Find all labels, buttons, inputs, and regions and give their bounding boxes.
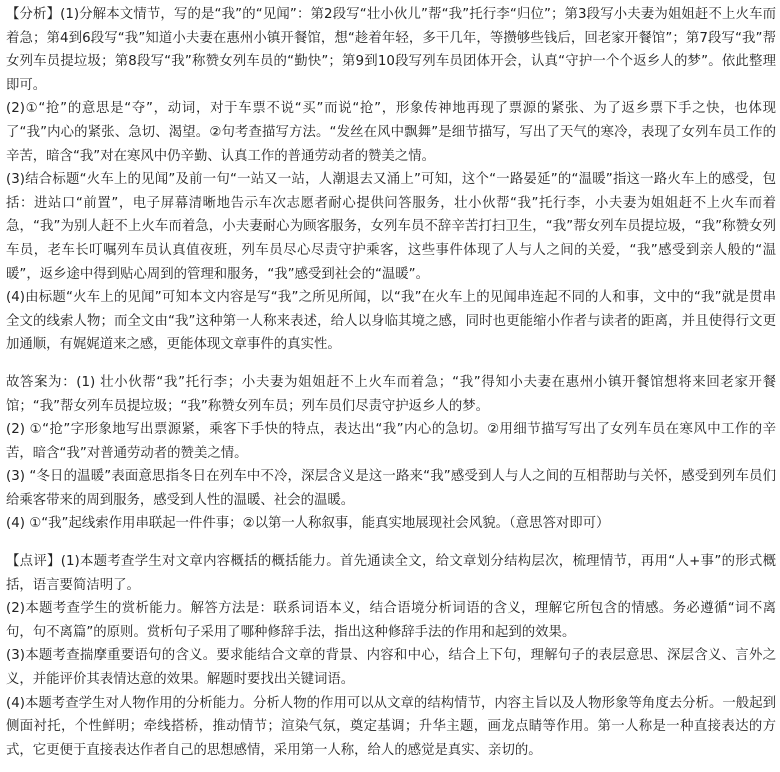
comment-section [6,550,776,762]
comment-paragraph-3: (3)本题考查揣摩重要语句的含义。要求能结合文章的背景、内容和中心，结合上下句，理解句子的表层意思、深层含义、言外之义，并能评价其表情达意的效果。解题时要找出关键词语。 [6,648,776,688]
analysis-paragraph-2: (2)①“抢”的意思是“夺”，动词，对于车票不说“买”而说“抢”，形象传神地再现了票源的紧张、为了返乡票下手之快，也体现了“我”内心的紧张、急切、渴望。②句考查描写方法。“发丝在风中飘舞”是细节描写，写出了天气的寒冷，表现了女列车员工作的辛苦，暗含“我”对在寒风中仍辛勤、认真工作的普通劳动者的赞美之情。 [6,101,776,164]
analysis-section [6,3,776,357]
comment-paragraph-2: (2)本题考查学生的赏析能力。解答方法是：联系词语本义，结合语境分析词语的含义，理解它所包含的情感。务必遵循“词不离句，句不离篇”的原则。赏析句子采用了哪种修辞手法，指出这种修辞手法的作用和起到的效果。 [6,601,776,640]
analysis-paragraph-4: (4)由标题“火车上的见闻”可知本文内容是写“我”之所见所闻，以“我”在火车上的见闻串连起不同的人和事，文中的“我”就是贯串全文的线索人物；而全文由“我”这种第一人称来表述，给人以身临其境之感，同时也更能缩小作者与读者的距离，并且使得行文更加通顺，有娓娓道来之感，更能体现文章事件的真实性。 [6,290,776,353]
answer-paragraph-3: (3) “冬日的温暖”表面意思指冬日在列车中不冷，深层含义是这一路来“我”感受到人与人之间的互相帮助与关怀，感受到列车员们给乘客带来的周到服务，感受到人性的温暖、社会的温暖。 [6,469,776,508]
analysis-paragraph-3: (3)结合标题“火车上的见闻”及前一句“一站又一站，人潮退去又涌上”可知，这个“一路晏延”的“温暖”指这一路火车上的感受，包括：进站口“前置”，电子屏幕清晰地告示车次志愿者耐心提供问答服务，壮小伙帮“我”托行李，小夫妻为姐姐赶不上火车而着急，“我”为别人赶不上火车而着急，小夫妻耐心为顾客服务，女列车员不辞辛苦打扫卫生，“我”帮女列车员提垃圾，“我”称赞女列车员，老车长叮嘱列车员认真值夜班，列车员尽心尽责守护乘客，这些事件体现了人与人之间的关爱，“我”感受到亲人般的“温暖”，返乡途中得到贴心周到的管理和服务，“我”感受到社会的“温暖”。 [6,172,776,282]
answer-paragraph-4: (4) ①“我”起线索作用串联起一件件事；②以第一人称叙事，能真实地展现社会风貌。（意思答对即可） [6,516,610,532]
section-spacer [6,536,776,550]
comment-paragraph-4: (4)本题考查学生对人物作用的分析能力。分析人物的作用可以从文章的结构情节，内容主旨以及人物形象等角度去分析。一般起到侧面衬托，个性鲜明；牵线搭桥，推动情节；渲染气氛，奠定基调；升华主题，画龙点睛等作用。第一人称是一种直接表达的方式，它更便于直接表达作者自己的思想感情，采用第一人称，给人的感觉是真实、亲切的。 [6,695,776,758]
section-spacer [6,357,776,371]
analysis-paragraph-1: 【分析】(1)分解本文情节，写的是“我”的“见闻”：第2段写“壮小伙儿”帮“我”托行李“归位”；第3段写小夫妻为姐姐赶不上火车而着急；第4到6段写“我”知道小夫妻在惠州小镇开餐馆，想“趁着年轻，多干几年，等攒够些钱后，回老家开餐馆”；第7段写“我”帮女列车员提垃圾；第8段写“我”称赞女列车员的“勤快”；第9到10段写列车员团体开会，认真“守护一个个返乡人的梦”。依此整理即可。 [6,7,776,93]
answer-paragraph-2: (2) ①“抢”字形象地写出票源紧，乘客下手快的特点，表达出“我”内心的急切。②用细节描写写出了女列车员在寒风中工作的辛苦，暗含“我”对普通劳动者的赞美之情。 [6,422,776,461]
answer-paragraph-1: 故答案为：(1) 壮小伙帮“我”托行李；小夫妻为姐姐赶不上火车而着急；“我”得知小夫妻在惠州小镇开餐馆想将来回老家开餐馆；“我”帮女列车员提垃圾；“我”称赞女列车员；列车员们尽责守护返乡人的梦。 [6,374,776,414]
answer-section [6,371,776,536]
comment-paragraph-1: 【点评】(1)本题考查学生对文章内容概括的概括能力。首先通读全文，给文章划分结构层次，梳理情节，再用“人+事”的形式概括，语言要简洁明了。 [6,554,776,593]
